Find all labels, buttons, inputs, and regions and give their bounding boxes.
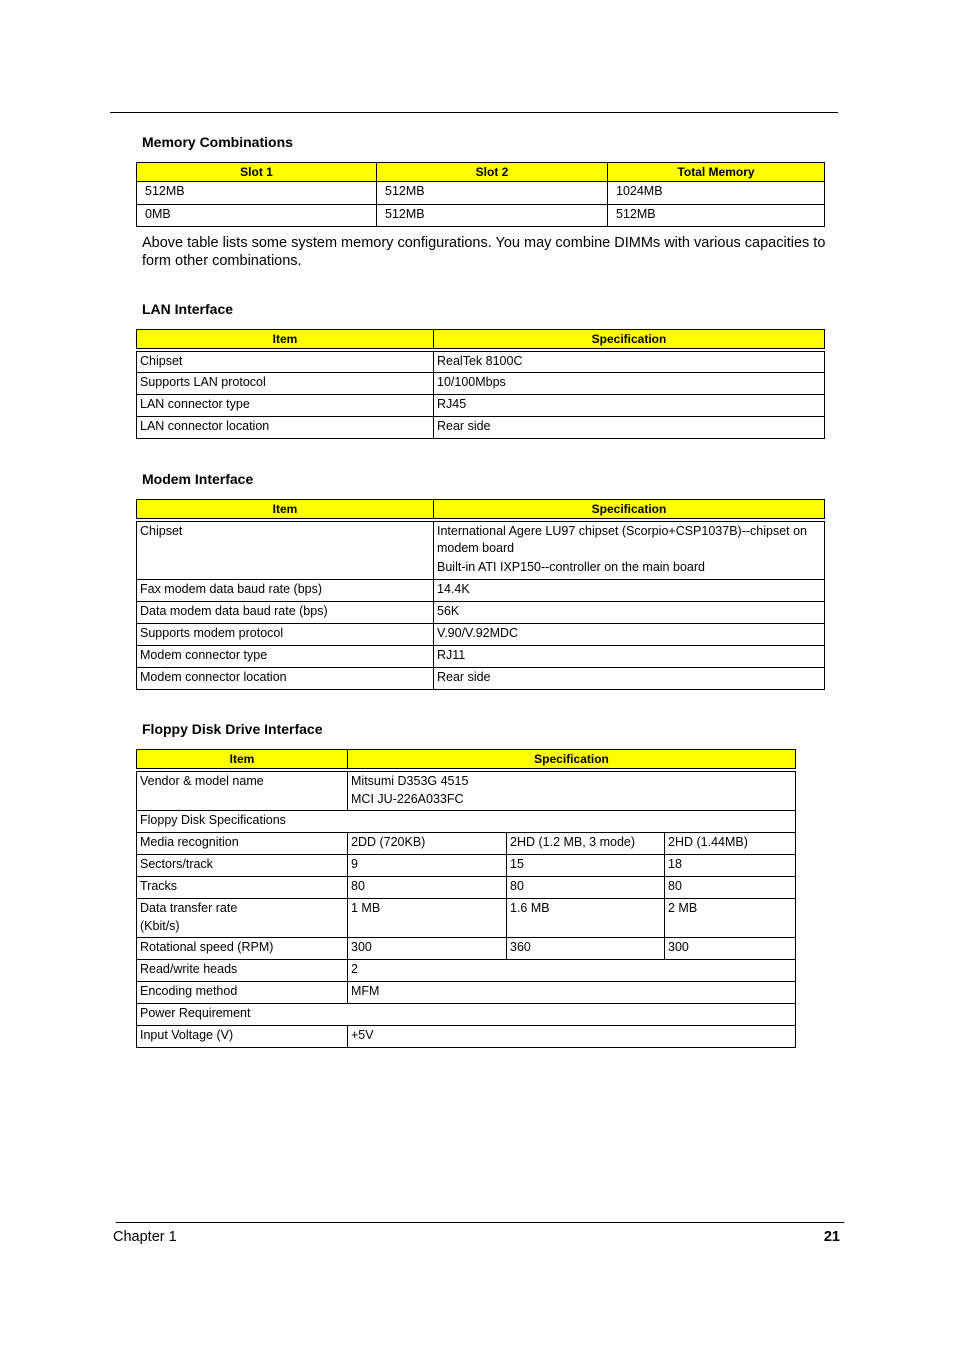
table-row — [137, 1026, 796, 1048]
column-header: Specification — [348, 750, 796, 769]
table-row — [137, 646, 825, 668]
table-header-row — [137, 750, 796, 769]
table-row — [137, 668, 825, 690]
table-cell: 1 MB — [348, 899, 507, 938]
table-cell: Modem connector type — [137, 646, 434, 668]
table-cell: 1024MB — [608, 182, 825, 205]
table-cell: Rotational speed (RPM) — [137, 938, 348, 960]
table-cell: 0MB — [137, 205, 377, 227]
memory-note: Above table lists some system memory configurations. You may combine DIMMs with various capacities to form other combinations. — [142, 235, 826, 269]
floppy-heading: Floppy Disk Drive Interface — [142, 721, 323, 737]
table-row — [137, 205, 825, 227]
column-header: Item — [137, 330, 434, 349]
table-row — [137, 395, 825, 417]
table-cell: 512MB — [608, 205, 825, 227]
table-cell: RealTek 8100C — [434, 352, 825, 373]
table-row — [137, 182, 825, 205]
column-header: Item — [137, 500, 434, 519]
modem-table — [136, 499, 825, 690]
table-cell: Chipset — [137, 352, 434, 373]
table-cell: Vendor & model name — [137, 772, 348, 811]
table-cell: Read/write heads — [137, 960, 348, 982]
table-row — [137, 811, 796, 833]
table-cell: 56K — [434, 602, 825, 624]
modem-heading: Modem Interface — [142, 471, 254, 487]
table-header-row — [137, 163, 825, 182]
table-cell: Fax modem data baud rate (bps) — [137, 580, 434, 602]
table-cell: 512MB — [377, 182, 608, 205]
table-cell: 10/100Mbps — [434, 373, 825, 395]
column-header: Slot 1 — [137, 163, 377, 182]
table-row — [137, 352, 825, 373]
table-cell: 300 — [348, 938, 507, 960]
table-cell: 80 — [665, 877, 796, 899]
table-cell: RJ45 — [434, 395, 825, 417]
table-cell: MFM — [348, 982, 796, 1004]
table-cell: 2HD (1.2 MB, 3 mode) — [507, 833, 665, 855]
table-cell: Tracks — [137, 877, 348, 899]
table-cell: 2 MB — [665, 899, 796, 938]
table-cell: 2DD (720KB) — [348, 833, 507, 855]
table-cell: 2HD (1.44MB) — [665, 833, 796, 855]
table-cell: Encoding method — [137, 982, 348, 1004]
table-cell: Media recognition — [137, 833, 348, 855]
table-cell: 300 — [665, 938, 796, 960]
table-cell: LAN connector type — [137, 395, 434, 417]
table-cell — [348, 772, 796, 811]
floppy-table — [136, 749, 796, 1048]
table-cell: Chipset — [137, 522, 434, 580]
chipset-line: International Agere LU97 chipset (Scorpio+CSP1037B)--chipset on modem board — [437, 524, 808, 555]
table-row — [137, 772, 796, 811]
table-cell: 15 — [507, 855, 665, 877]
column-header: Specification — [434, 500, 825, 519]
table-cell: 80 — [348, 877, 507, 899]
table-row — [137, 522, 825, 580]
table-row — [137, 982, 796, 1004]
table-cell: RJ11 — [434, 646, 825, 668]
table-row — [137, 938, 796, 960]
table-row — [137, 602, 825, 624]
table-row — [137, 855, 796, 877]
table-cell: 14.4K — [434, 580, 825, 602]
footer-rule — [116, 1222, 844, 1223]
memory-heading: Memory Combinations — [142, 134, 293, 150]
table-cell: Sectors/track — [137, 855, 348, 877]
top-rule — [110, 112, 838, 113]
table-cell: Data modem data baud rate (bps) — [137, 602, 434, 624]
memory-table — [136, 162, 825, 227]
table-cell: 18 — [665, 855, 796, 877]
table-row — [137, 1004, 796, 1026]
table-cell: Power Requirement — [137, 1004, 796, 1026]
table-cell: Supports modem protocol — [137, 624, 434, 646]
table-cell: Rear side — [434, 668, 825, 690]
table-row — [137, 899, 796, 938]
table-row — [137, 580, 825, 602]
column-header: Item — [137, 750, 348, 769]
chipset-line: Built-in ATI IXP150--controller on the main board — [437, 560, 705, 574]
table-cell: 360 — [507, 938, 665, 960]
table-cell: 512MB — [377, 205, 608, 227]
table-row — [137, 960, 796, 982]
table-cell: 80 — [507, 877, 665, 899]
table-cell: LAN connector location — [137, 417, 434, 439]
vendor-line: MCI JU-226A033FC — [351, 792, 464, 806]
table-cell: Rear side — [434, 417, 825, 439]
table-cell: Data transfer rate (Kbit/s) — [137, 899, 348, 938]
column-header: Slot 2 — [377, 163, 608, 182]
footer-chapter: Chapter 1 — [113, 1229, 177, 1245]
table-cell: Supports LAN protocol — [137, 373, 434, 395]
table-cell — [434, 522, 825, 580]
table-cell: 1.6 MB — [507, 899, 665, 938]
lan-heading: LAN Interface — [142, 301, 234, 317]
table-cell: Input Voltage (V) — [137, 1026, 348, 1048]
table-row — [137, 833, 796, 855]
table-cell: 512MB — [137, 182, 377, 205]
table-row — [137, 417, 825, 439]
table-cell: Floppy Disk Specifications — [137, 811, 796, 833]
table-cell: V.90/V.92MDC — [434, 624, 825, 646]
table-cell: Modem connector location — [137, 668, 434, 690]
table-row — [137, 624, 825, 646]
vendor-line: Mitsumi D353G 4515 — [351, 774, 469, 788]
table-row — [137, 877, 796, 899]
table-cell: 2 — [348, 960, 796, 982]
table-header-row — [137, 500, 825, 519]
column-header: Total Memory — [608, 163, 825, 182]
table-row — [137, 373, 825, 395]
lan-table — [136, 329, 825, 439]
table-cell: 9 — [348, 855, 507, 877]
table-cell: +5V — [348, 1026, 796, 1048]
table-header-row — [137, 330, 825, 349]
column-header: Specification — [434, 330, 825, 349]
page-number: 21 — [823, 1229, 840, 1245]
